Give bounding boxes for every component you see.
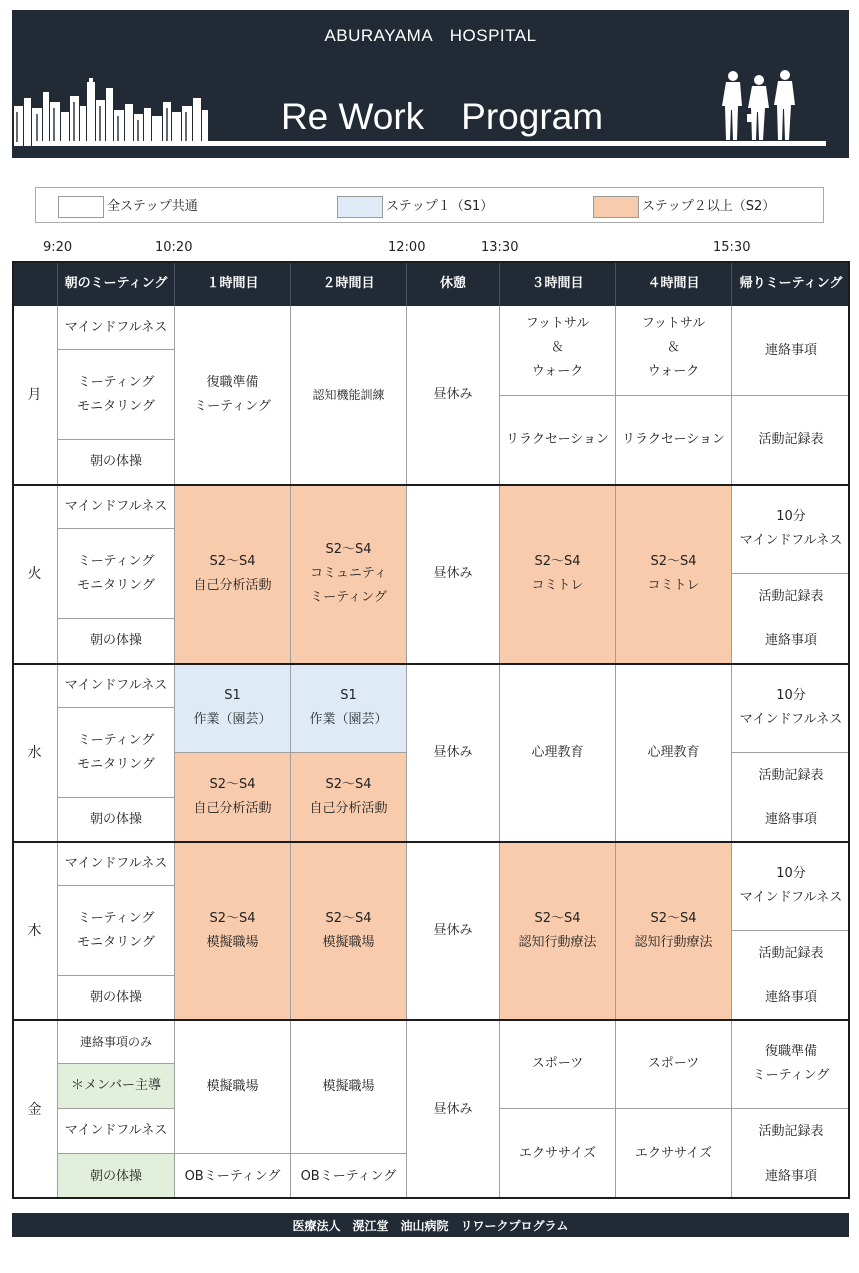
day-separator [12,1019,850,1021]
tue-period-2: S2～S4 コミュニティ ミーティング [291,485,407,664]
mon-closing-activity-log: 活動記録表 [732,396,850,485]
wed-closing-notices: 連絡事項 [732,798,850,842]
header-corner [12,261,58,306]
tue-closing-mindfulness: 10分 マインドフルネス [732,485,850,574]
fri-period-3-bottom: エクササイズ [500,1109,616,1199]
fri-period-4-bottom: エクササイズ [616,1109,732,1199]
footer-banner: 医療法人 滉江堂 油山病院 リワークプログラム [12,1213,849,1237]
legend-label-s2: ステップ２以上（S2） [642,199,776,214]
day-label-thu: 木 [12,842,58,1020]
thu-closing-mindfulness: 10分 マインドフルネス [732,842,850,931]
weekly-schedule [12,261,850,1199]
legend-swatch-s1 [337,196,383,218]
col-header-period-4: ４時間目 [616,261,732,306]
mon-mindfulness: マインドフルネス [58,306,175,350]
thu-mindfulness: マインドフルネス [58,842,175,886]
fri-lunch-break: 昼休み [407,1020,500,1199]
tue-lunch-break: 昼休み [407,485,500,664]
col-header-period-3: ３時間目 [500,261,616,306]
thu-period-2: S2～S4 模擬職場 [291,842,407,1020]
mon-period-3-top: フットサル ＆ ウォーク [500,306,616,396]
fri-closing-activity-log: 活動記録表 [758,1123,824,1139]
thu-period-3: S2～S4 認知行動療法 [500,842,616,1020]
mon-period-2: 認知機能訓練 [291,306,407,485]
tue-period-4: S2～S4 コミトレ [616,485,732,664]
fri-member-led: ＊メンバー主導 [58,1064,175,1109]
hospital-name: ABURAYAMA HOSPITAL [324,26,537,45]
day-label-fri: 金 [12,1020,58,1199]
tue-closing-notices: 連絡事項 [732,619,850,664]
thu-meeting-monitoring: ミーティング モニタリング [58,886,175,976]
tue-morning-exercise: 朝の体操 [58,619,175,664]
col-header-period-2: ２時間目 [291,261,407,306]
fri-closing-notices: 連絡事項 [764,1168,817,1184]
day-separator [12,663,850,665]
wed-closing-mindfulness: 10分 マインドフルネス [732,664,850,753]
wed-mindfulness: マインドフルネス [58,664,175,708]
time-label: 12:00 [388,240,426,255]
mon-meeting-monitoring: ミーティング モニタリング [58,350,175,440]
wed-period-2-s2: S2～S4 自己分析活動 [291,753,407,842]
legend-swatch-common [58,196,104,218]
tue-meeting-monitoring: ミーティング モニタリング [58,529,175,619]
tue-period-1: S2～S4 自己分析活動 [175,485,291,664]
legend [35,187,824,223]
business-people-icon [717,70,807,142]
col-header-closing-meeting: 帰りミーティング [732,261,850,306]
thu-morning-exercise: 朝の体操 [58,976,175,1020]
day-label-mon: 月 [12,306,58,485]
thu-period-4: S2～S4 認知行動療法 [616,842,732,1020]
fri-period-2: 模擬職場 [291,1020,407,1154]
thu-closing-notices: 連絡事項 [732,976,850,1020]
col-header-period-1: １時間目 [175,261,291,306]
day-separator [12,484,850,486]
wed-period-1-s1: S1 作業（園芸） [175,664,291,753]
fri-closing-return-prep: 復職準備 ミーティング [732,1020,850,1109]
day-label-tue: 火 [12,485,58,664]
fri-period-1: 模擬職場 [175,1020,291,1154]
day-label-wed: 水 [12,664,58,842]
thu-lunch-break: 昼休み [407,842,500,1020]
mon-period-4-top: フットサル ＆ ウォーク [616,306,732,396]
col-header-break: 休憩 [407,261,500,306]
wed-period-3: 心理教育 [500,664,616,842]
wed-morning-exercise: 朝の体操 [58,798,175,842]
fri-mindfulness: マインドフルネス [58,1109,175,1154]
thu-period-1: S2～S4 模擬職場 [175,842,291,1020]
fri-period-2-ob-meeting: OBミーティング [291,1154,407,1199]
time-label: 9:20 [43,240,73,255]
thu-closing-activity-log: 活動記録表 [758,945,824,961]
wed-period-1-s2: S2～S4 自己分析活動 [175,753,291,842]
legend-swatch-s2 [593,196,639,218]
mon-morning-exercise: 朝の体操 [58,440,175,485]
mon-period-4-bottom: リラクセーション [616,396,732,485]
time-label: 10:20 [155,240,193,255]
tue-period-3: S2～S4 コミトレ [500,485,616,664]
time-label: 13:30 [481,240,519,255]
header-banner [12,10,849,158]
legend-label-common: 全ステップ共通 [107,199,198,214]
fri-period-4-top: スポーツ [616,1020,732,1109]
day-separator [12,841,850,843]
fri-period-1-ob-meeting: OBミーティング [175,1154,291,1199]
time-label: 15:30 [713,240,751,255]
mon-period-1: 復職準備 ミーティング [175,306,291,485]
mon-closing-notices: 連絡事項 [732,306,850,396]
wed-meeting-monitoring: ミーティング モニタリング [58,708,175,798]
wed-closing-activity-log: 活動記録表 [758,767,824,783]
fri-period-3-top: スポーツ [500,1020,616,1109]
mon-lunch-break: 昼休み [407,306,500,485]
banner-underline [36,141,826,146]
wed-period-2-s1: S1 作業（園芸） [291,664,407,753]
col-header-morning-meeting: 朝のミーティング [58,261,175,306]
fri-morning-exercise: 朝の体操 [58,1154,175,1199]
wed-lunch-break: 昼休み [407,664,500,842]
legend-label-s1: ステップ１（S1） [386,199,494,214]
mon-period-3-bottom: リラクセーション [500,396,616,485]
tue-closing-activity-log: 活動記録表 [758,588,824,604]
tue-mindfulness: マインドフルネス [58,485,175,529]
fri-notices-only: 連絡事項のみ [58,1020,175,1064]
wed-period-4: 心理教育 [616,664,732,842]
program-title: Re Work Program [280,96,604,137]
